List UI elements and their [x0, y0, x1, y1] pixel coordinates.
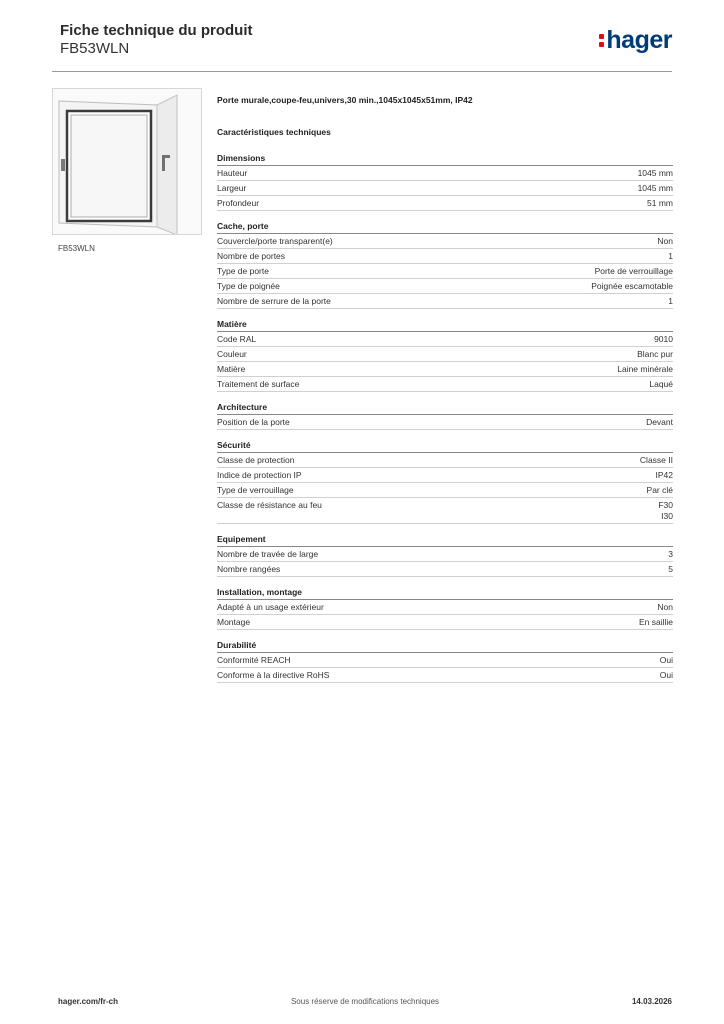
spec-value-text: Oui	[659, 655, 673, 665]
spec-value-text: Oui	[659, 670, 673, 680]
spec-value-text: Laqué	[649, 379, 673, 389]
spec-value	[647, 198, 673, 209]
spec-label: Code RAL	[217, 334, 257, 344]
spec-value-text: 1	[668, 296, 673, 306]
spec-row	[217, 196, 673, 211]
spec-value-text: 9010	[654, 334, 673, 344]
spec-label: Adapté à un usage extérieur	[217, 602, 324, 612]
logo-text: hager	[606, 26, 672, 54]
spec-label: Nombre de travée de large	[217, 549, 319, 559]
spec-value-text: 1045 mm	[637, 168, 673, 178]
footer-disclaimer: Sous réserve de modifications techniques	[290, 997, 440, 1006]
spec-value-text: 1045 mm	[637, 183, 673, 193]
hager-logo	[599, 26, 672, 55]
spec-value	[647, 485, 673, 496]
spec-content	[217, 95, 673, 683]
spec-label: Indice de protection IP	[217, 470, 302, 480]
spec-value-text: En saillie	[638, 617, 673, 627]
spec-value	[660, 670, 673, 681]
spec-label: Conformité REACH	[217, 655, 291, 665]
spec-value-text: Poignée escamotable	[591, 281, 673, 291]
section-title: Equipement	[217, 534, 673, 547]
section-title: Matière	[217, 319, 673, 332]
spec-value	[638, 168, 673, 179]
spec-value	[668, 251, 673, 262]
spec-value	[668, 296, 673, 307]
spec-row	[217, 468, 673, 483]
spec-value-text: Par clé	[646, 485, 673, 495]
spec-row	[217, 377, 673, 392]
product-description: Porte murale,coupe-feu,univers,30 min.,1045x1045x51mm, IP42	[217, 95, 473, 105]
spec-label: Nombre rangées	[217, 564, 281, 574]
image-caption: FB53WLN	[58, 244, 95, 253]
spec-label: Classe de protection	[217, 455, 295, 465]
spec-label: Nombre de serrure de la porte	[217, 296, 331, 306]
spec-row	[217, 483, 673, 498]
spec-value	[657, 602, 673, 613]
spec-value	[639, 617, 673, 628]
spec-label: Conforme à la directive RoHS	[217, 670, 330, 680]
spec-label: Classe de résistance au feu	[217, 500, 322, 510]
spec-row	[217, 347, 673, 362]
spec-value	[638, 183, 673, 194]
spec-row	[217, 415, 673, 430]
section-title: Installation, montage	[217, 587, 673, 600]
spec-value	[637, 349, 673, 360]
product-code: FB53WLN	[60, 40, 130, 57]
spec-value-text: Blanc pur	[637, 349, 673, 359]
spec-value	[654, 334, 673, 345]
spec-row	[217, 264, 673, 279]
section-title: Durabilité	[217, 640, 673, 653]
spec-row	[217, 332, 673, 347]
spec-row	[217, 600, 673, 615]
logo-colon-icon	[599, 31, 605, 49]
page-header	[60, 20, 672, 70]
section-title: Cache, porte	[217, 221, 673, 234]
spec-row	[217, 279, 673, 294]
spec-label: Type de verrouillage	[217, 485, 294, 495]
spec-value-text: Porte de verrouillage	[594, 266, 673, 276]
spec-value	[646, 417, 673, 428]
spec-label: Hauteur	[217, 168, 248, 178]
spec-row	[217, 453, 673, 468]
spec-row	[217, 562, 673, 577]
spec-row	[217, 615, 673, 630]
spec-value	[657, 236, 673, 247]
section-title: Architecture	[217, 402, 673, 415]
spec-row	[217, 498, 673, 524]
spec-row	[217, 668, 673, 683]
spec-value-text: 51 mm	[647, 198, 673, 208]
spec-row	[217, 362, 673, 377]
spec-value-text: Laine minérale	[617, 364, 673, 374]
spec-row	[217, 234, 673, 249]
spec-value	[640, 455, 673, 466]
spec-row	[217, 547, 673, 562]
spec-value	[591, 281, 673, 292]
spec-row	[217, 249, 673, 264]
footer-date: 14.03.2026	[631, 997, 672, 1006]
page-title: Fiche technique du produit	[60, 22, 253, 39]
spec-value-text-2: I30	[661, 511, 673, 521]
spec-value-text: IP42	[655, 470, 673, 480]
spec-value-text: 3	[668, 549, 673, 559]
section-title: Dimensions	[217, 153, 673, 166]
spec-value	[668, 564, 673, 575]
spec-value-text: Non	[657, 602, 673, 612]
spec-sections	[217, 153, 673, 683]
spec-value	[656, 470, 674, 481]
spec-value-text: 5	[668, 564, 673, 574]
spec-row	[217, 294, 673, 309]
spec-label: Profondeur	[217, 198, 260, 208]
spec-value-text: F30	[658, 500, 673, 510]
spec-label: Couvercle/porte transparent(e)	[217, 236, 333, 246]
spec-label: Matière	[217, 364, 246, 374]
spec-row	[217, 181, 673, 196]
spec-label: Position de la porte	[217, 417, 290, 427]
technical-heading: Caractéristiques techniques	[217, 127, 331, 137]
spec-label: Couleur	[217, 349, 247, 359]
spec-label: Traitement de surface	[217, 379, 300, 389]
spec-value-text: Classe II	[639, 455, 673, 465]
spec-value	[658, 500, 673, 522]
header-divider	[52, 71, 672, 72]
spec-label: Montage	[217, 617, 251, 627]
spec-value-text: Devant	[646, 417, 673, 427]
spec-label: Type de porte	[217, 266, 269, 276]
spec-label: Largeur	[217, 183, 247, 193]
spec-value	[668, 549, 673, 560]
wall-door-illustration-icon	[53, 89, 201, 234]
section-title: Sécurité	[217, 440, 673, 453]
spec-value	[649, 379, 673, 390]
spec-row	[217, 653, 673, 668]
spec-value	[660, 655, 673, 666]
spec-value	[617, 364, 673, 375]
spec-value-text: 1	[668, 251, 673, 261]
footer-website: hager.com/fr-ch	[58, 997, 119, 1006]
spec-value	[595, 266, 673, 277]
spec-label: Nombre de portes	[217, 251, 286, 261]
spec-row	[217, 166, 673, 181]
spec-value-text: Non	[657, 236, 673, 246]
spec-label: Type de poignée	[217, 281, 280, 291]
product-image	[52, 88, 202, 235]
